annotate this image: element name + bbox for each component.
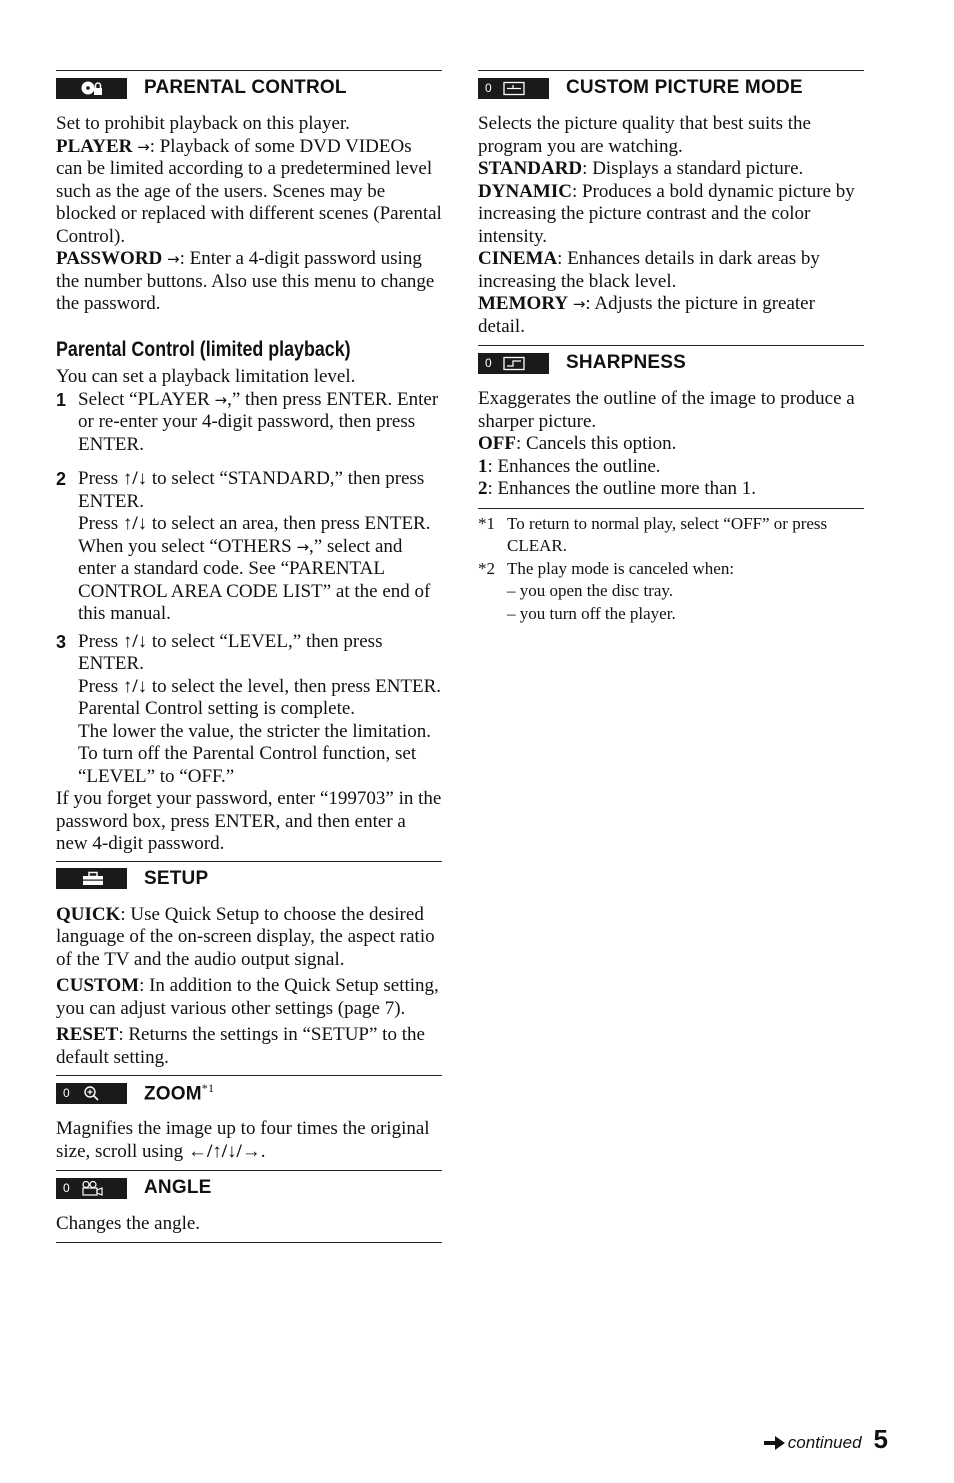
footnote-2: *2 The play mode is canceled when: (478, 558, 735, 578)
up-down-arrow-icon: ↑/↓ (122, 675, 148, 697)
angle-badge: 0 (56, 1178, 127, 1199)
right-arrow-icon: → (214, 390, 228, 409)
custom-option: CUSTOM: In addition to the Quick Setup setting, you can adjust various other settings (page 7). (56, 975, 439, 1019)
right-arrow-icon: → (572, 295, 586, 313)
zoom-magnifier-icon (80, 1085, 120, 1102)
up-down-arrow-icon: ↑/↓ (122, 630, 148, 652)
zoom-badge: 0 (56, 1083, 127, 1104)
left-column (56, 70, 442, 1243)
footnote-1: *1 To return to normal play, select “OFF” or press CLEAR. (478, 513, 828, 555)
two-option: 2: Enhances the outline more than 1. (478, 478, 757, 499)
parental-intro: Set to prohibit playback on this player. (56, 113, 350, 134)
arrow-keys-icon: ←/↑/↓/→ (187, 1140, 261, 1162)
setup-header (56, 861, 442, 890)
reset-option: RESET: Returns the settings in “SETUP” to the default setting. (56, 1024, 425, 1068)
sharpness-badge: 0 (478, 353, 549, 374)
parental-control-title: PARENTAL CONTROL (144, 77, 347, 98)
toolbox-icon (80, 870, 120, 887)
right-arrow-icon: → (296, 537, 310, 556)
forget-password-note: If you forget your password, enter “199703” in the password box, press ENTER, and then enter a new 4-digit password. (56, 788, 442, 854)
quick-option: QUICK: Use Quick Setup to choose the desired language of the on-screen display, the aspect ratio of the TV and the audio output signal. (56, 903, 435, 970)
cinema-option: CINEMA: Enhances details in dark areas by increasing the black level. (478, 248, 820, 292)
sharpness-body: Exaggerates the outline of the image to produce a sharper picture. OFF: Cancels this option. 1: Enhances the outline. 2: Enhances the outline more than 1. (478, 388, 864, 508)
sharpness-header (478, 345, 864, 374)
step-2: 2 Press ↑/↓ to select “STANDARD,” then press ENTER. Press ↑/↓ to select an area, then press ENTER. When you select “OTHERS →,” select and enter a standard code. See “PARENTAL CONTROL AREA CODE LIST” at the end of this manual. (56, 468, 431, 624)
parental-control-badge (56, 78, 127, 99)
zoom-title: ZOOM$^{*1}$ (144, 1080, 215, 1105)
angle-header (56, 1170, 442, 1199)
up-down-arrow-icon: ↑/↓ (122, 513, 148, 534)
footnote-2-item: – you turn off the player. (507, 603, 676, 623)
setup-body (56, 904, 442, 1070)
right-arrow-icon: → (137, 137, 150, 156)
right-column (478, 70, 864, 625)
dynamic-option: DYNAMIC: Produces a bold dynamic picture by increasing the picture contrast and the color intensity. (478, 180, 855, 247)
step-3: 3 Press ↑/↓ to select “LEVEL,” then press ENTER. Press ↑/↓ to select the level, then press ENTER. Parental Control setting is complete. The lower the value, the stricter the limitation. To turn off the Parental Control function, set “LEVEL” to “OFF.” (56, 630, 442, 787)
angle-title: ANGLE (144, 1177, 212, 1198)
section-divider (56, 1242, 442, 1243)
custom-picture-badge: 0 (478, 78, 549, 99)
setup-badge (56, 868, 127, 889)
disc-lock-icon (80, 80, 120, 97)
footnote-2-item: – you open the disc tray. (507, 581, 674, 600)
custom-picture-header (478, 70, 864, 99)
page-footer (764, 1425, 888, 1453)
up-down-arrow-icon: ↑/↓ (122, 468, 148, 489)
off-option: OFF: Cancels this option. (478, 433, 677, 454)
parental-control-body (56, 113, 442, 856)
angle-body: Changes the angle. (56, 1213, 201, 1234)
zoom-body: Magnifies the image up to four times the original size, scroll using ←/↑/↓/→. (56, 1118, 430, 1162)
zoom-header (56, 1075, 442, 1104)
memory-option: MEMORY →: Adjusts the picture in greater detail. (478, 293, 815, 337)
continued-arrow-icon (764, 1436, 786, 1450)
standard-option: STANDARD: Displays a standard picture. (478, 158, 804, 179)
footnote-ref-1: *1 (201, 1080, 215, 1095)
page-number: 5 (873, 1424, 888, 1454)
parental-control-header (56, 70, 442, 99)
custom-picture-body: Selects the picture quality that best suits the program you are watching. STANDARD: Displays a standard picture. DYNAMIC: Produces a bold dynamic picture by increasing the picture contrast and the color intensity. CINEMA: Enhances details in dark areas by increasing the black level. MEMORY →: Adjusts the picture in greater detail. (478, 113, 864, 338)
camera-icon (80, 1180, 120, 1197)
footnote-divider (478, 508, 864, 509)
limited-intro: You can set a playback limitation level. (56, 366, 356, 387)
player-option: PLAYER →: Playback of some DVD VIDEOs can be limited according to a predetermined level such as the age of the users. Scenes may be blocked or replaced with different scenes (Parental Control). (56, 135, 442, 247)
right-arrow-icon: → (167, 250, 180, 268)
custom-picture-title: CUSTOM PICTURE MODE (566, 77, 803, 98)
setup-title: SETUP (144, 867, 209, 889)
one-option: 1: Enhances the outline. (478, 455, 661, 477)
password-option: PASSWORD →: Enter a 4-digit password using the number buttons. Also use this menu to change the password. (56, 248, 435, 314)
step-1: 1 Select “PLAYER →,” then press ENTER. Enter or re-enter your 4-digit password, then press ENTER. (56, 388, 439, 455)
sharpness-title: SHARPNESS (566, 352, 687, 373)
continued-label: continued (787, 1433, 862, 1452)
footnotes (478, 513, 864, 626)
limited-playback-heading: Parental Control (limited playback) (56, 337, 351, 361)
sharpness-icon (502, 355, 542, 372)
picture-mode-icon (502, 80, 542, 97)
